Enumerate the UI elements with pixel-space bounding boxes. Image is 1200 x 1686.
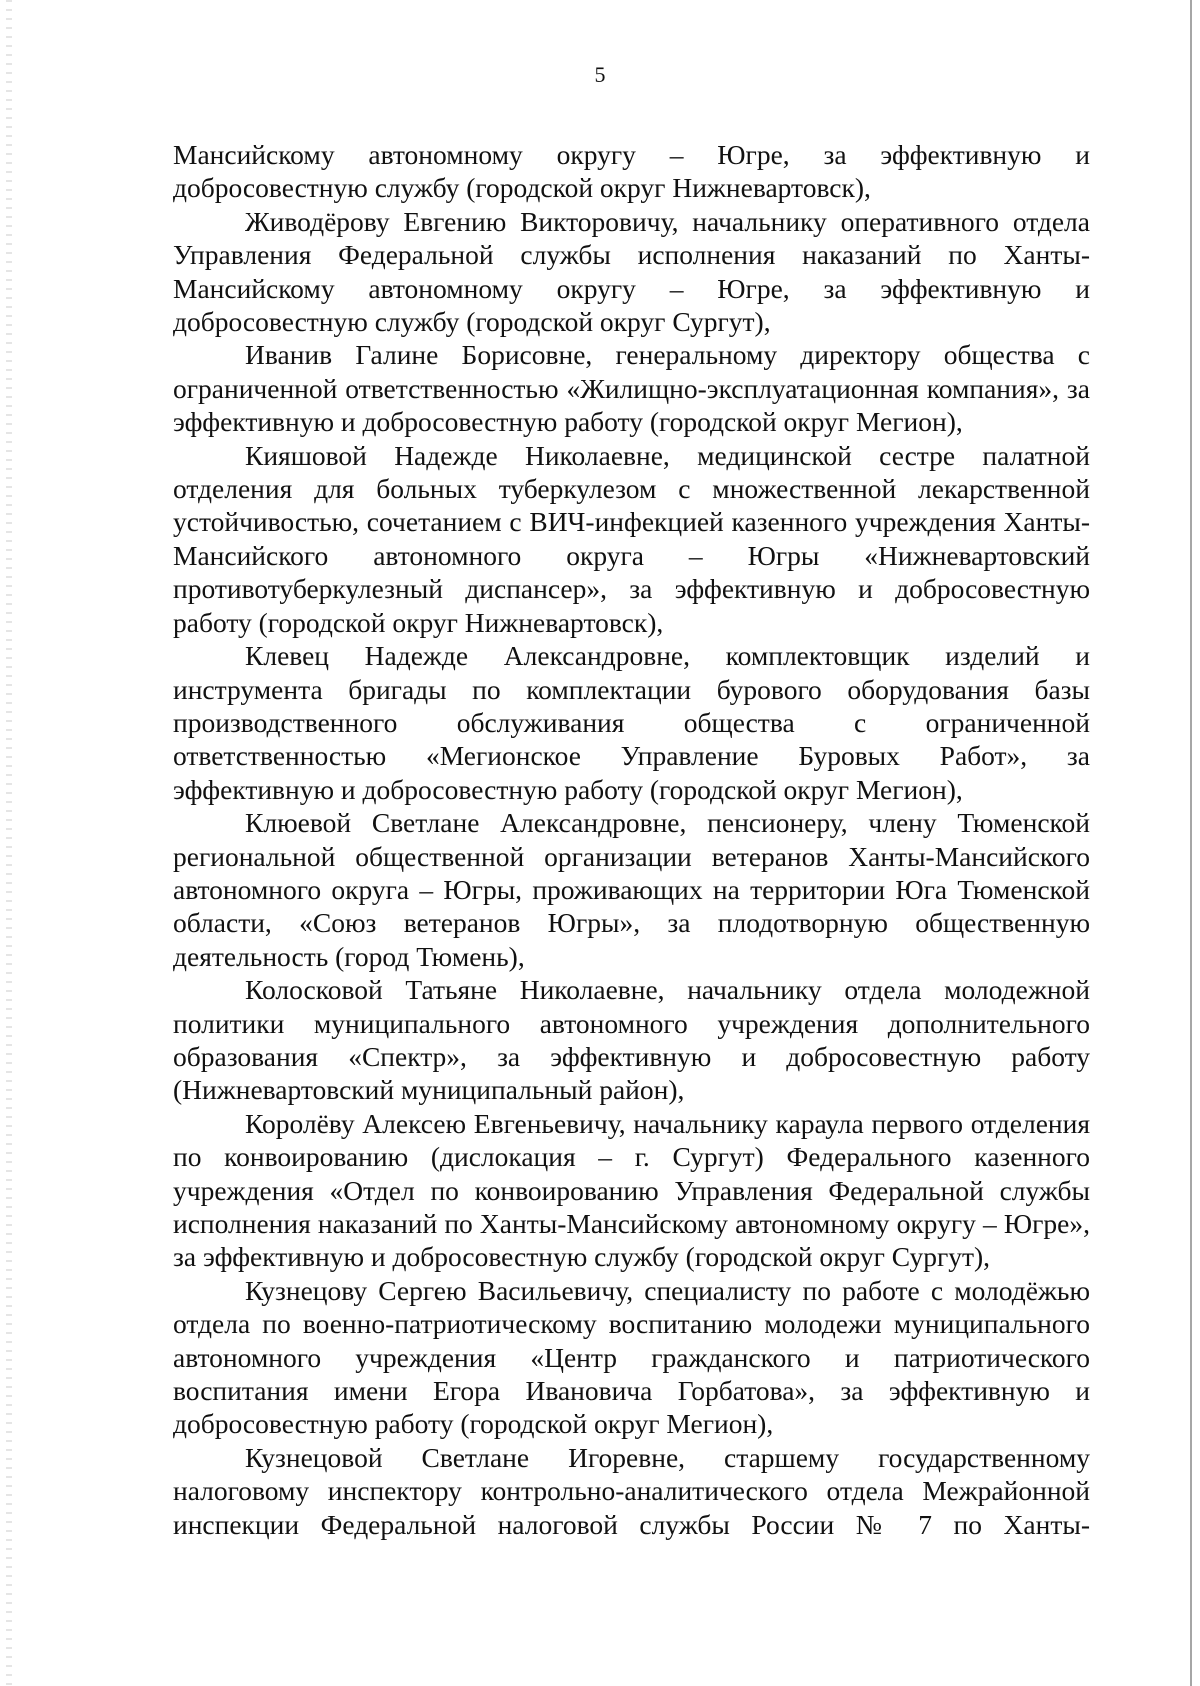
paragraph-kuznetsova: Кузнецовой Светлане Игоревне, старшему государственному налоговому инспектору контрольно-аналитического отдела Межрайонной инспекции Федеральной налоговой службы России № 7 по Ханты- <box>173 1441 1090 1540</box>
paragraph-koloskova: Колосковой Татьяне Николаевне, начальнику отдела молодежной политики муниципального автономного учреждения дополнительного образования «Спектр», за эффективную и добросовестную работу (Нижневартовский муниципальный район), <box>173 974 1090 1106</box>
paragraph-klyueva: Клюевой Светлане Александровне, пенсионеру, члену Тюменской региональной общественной организации ветеранов Ханты-Мансийского автономного округа – Югры, проживающих на территории Юга Тюменской области, «Союз ветеранов Югры», за плодотворную общественную деятельность (город Тюмень), <box>173 807 1090 972</box>
scan-edge-right <box>1190 0 1192 1686</box>
paragraph-continuation: Мансийскому автономному округу – Югре, за эффективную и добросовестную службу (городской округ Нижневартовск), <box>173 139 1090 204</box>
paragraph-zhivodyorov: Живодёрову Евгению Викторовичу, начальнику оперативного отдела Управления Федеральной службы исполнения наказаний по Ханты-Мансийскому автономному округу – Югре, за эффективную и добросовестную службу (городской округ Сургут), <box>173 205 1090 338</box>
document-text <box>173 138 1090 1541</box>
paragraph-kiyashova: Кияшовой Надежде Николаевне, медицинской сестре палатной отделения для больных туберкулезом с множественной лекарственной устойчивостью, сочетанием с ВИЧ-инфекцией казенного учреждения Ханты-Мансийского автономного округа – Югры «Нижневартовский противотуберкулезный диспансер», за эффективную и добросовестную работу (городской округ Нижневартовск), <box>173 439 1090 638</box>
paragraph-ivaniv: Иванив Галине Борисовне, генеральному директору общества с ограниченной ответственностью «Жилищно-эксплуатационная компания», за эффективную и добросовестную работу (городской округ Мегион), <box>173 339 1090 438</box>
paragraph-korolyov: Королёву Алексею Евгеньевичу, начальнику караула первого отделения по конвоированию (дислокация – г. Сургут) Федерального казенного учреждения «Отдел по конвоированию Управления Федеральной службы исполнения наказаний по Ханты-Мансийскому автономному округу – Югре», за эффективную и добросовестную службу (городской округ Сургут), <box>173 1107 1090 1273</box>
page-number: 5 <box>594 62 606 87</box>
paragraph-kuznetsov: Кузнецову Сергею Васильевичу, специалисту по работе с молодёжью отдела по военно-патриотическому воспитанию молодежи муниципального автономного учреждения «Центр гражданского и патриотического воспитания имени Егора Ивановича Горбатова», за эффективную и добросовестную работу (городской округ Мегион), <box>173 1274 1090 1440</box>
paragraph-klevets: Клевец Надежде Александровне, комплектовщик изделий и инструмента бригады по комплектации бурового оборудования базы производственного обслуживания общества с ограниченной ответственностью «Мегионское Управление Буровых Работ», за эффективную и добросовестную работу (городской округ Мегион), <box>173 640 1090 805</box>
scan-edge-left <box>6 0 12 1686</box>
